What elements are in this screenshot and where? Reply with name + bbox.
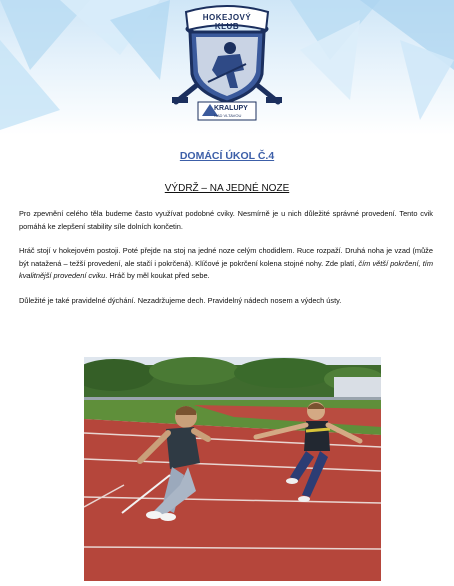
instructions-text-b: . Hráč by měl koukat před sebe. [105, 271, 210, 280]
instructions-emphasis: čím větší pokrčení, tím kvalitnější provedení cviku [19, 258, 433, 280]
paragraph-instructions [19, 245, 433, 283]
paragraph-breathing: Důležité je také pravidelné dýchání. Nezadržujeme dech. Pravidelný nádech nosem a výdech ústy. [19, 296, 342, 305]
club-name-line2: KLUB [214, 22, 240, 31]
exercise-subtitle: VÝDRŽ – NA JEDNÉ NOZE [164, 183, 290, 194]
club-city: KRALUPY [214, 105, 248, 112]
club-logo [168, 4, 286, 124]
club-city-sub: NAD VLTAVOU [214, 113, 242, 118]
exercise-photo [84, 357, 381, 581]
club-name-line1: HOKEJOVÝ [202, 13, 252, 22]
kids-balancing-photo-icon [84, 357, 381, 581]
document-title: DOMÁCÍ ÚKOL Č.4 [179, 150, 275, 162]
paragraph-intro: Pro zpevnění celého těla budeme často využívat podobné cviky. Nesmírně je u nich důležité správné provedení. Tento cvik pomáhá ke zlepšení stability síle dolních končetin. [19, 209, 433, 231]
instructions-text-a: Hráč stojí v hokejovém postoji. Poté přejde na stoj na jedné noze celým chodidlem. Ruce rozpaží. Druhá noha je vzad (může být natažená – težší provedení, ale stačí i pokrčená). Klíčové je pokrčení kolena stojné nohy. Zde platí, [19, 246, 433, 268]
